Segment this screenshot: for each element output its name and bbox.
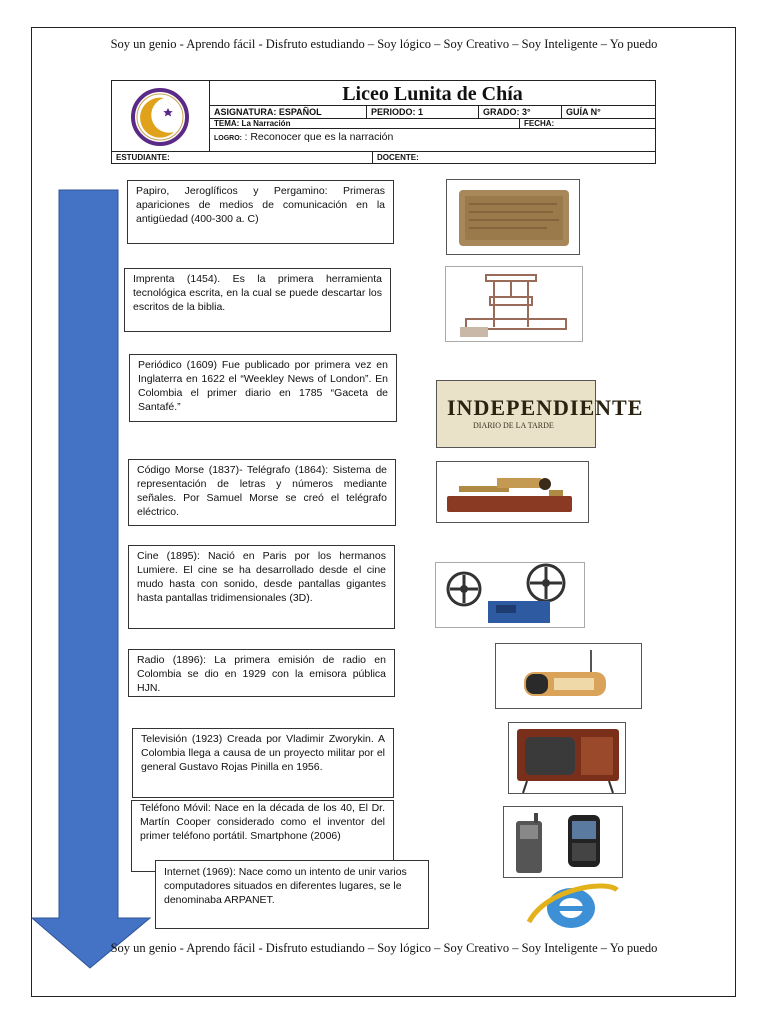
school-name: Liceo Lunita de Chía [342,83,523,105]
motto-bottom: Soy un genio - Aprendo fácil - Disfruto estudiando – Soy lógico – Soy Creativo – Soy Inteligente – Yo puedo [110,941,658,955]
goal-text: : Reconocer que es la narración [244,131,394,143]
guide-label: GUÍA N° [566,107,601,117]
newspaper-masthead: INDEPENDIENTE [447,395,644,420]
newspaper-subtitle: DIARIO DE LA TARDE [473,421,554,430]
subject-label: ASIGNATURA: ESPAÑOL [210,106,367,118]
period-label: PERIODO: 1 [367,106,479,118]
header-row-people [112,151,655,163]
topic-label: TEMA: La Narración [210,119,520,128]
event-internet: Internet (1969): Nace como un intento de unir varios computadores situados en diferentes lugares, se le denominaba ARPANET. [155,860,429,929]
motto-top: Soy un genio - Aprendo fácil - Disfruto estudiando – Soy lógico – Soy Creativo – Soy Inteligente – Yo puedo [110,37,658,51]
goal-cell [210,129,655,151]
telegraph-image [436,461,589,523]
radio-image [495,643,642,709]
event-television: Televisión (1923) Creada por Vladimir Zworykin. A Colombia llega a causa de un proyecto militar por el general Gustavo Rojas Pinilla en 1956. [132,728,394,798]
event-printing-press: Imprenta (1454). Es la primera herramienta tecnológica escrita, en la cual se puede descartar los escritos de la biblia. [124,268,391,332]
internet-explorer-logo-icon [517,878,624,936]
goal-label: LOGRO: [214,135,242,142]
school-logo [112,81,210,151]
student-label: ESTUDIANTE: [112,152,373,163]
projector-image [435,562,585,628]
newspaper-image [436,380,644,448]
event-telegraph: Código Morse (1837)- Telégrafo (1864): Sistema de representación de letras y números mediante señales. Por Samuel Morse se creó el telégrafo eléctrico. [128,459,396,526]
event-cinema: Cine (1895): Nació en Paris por los hermanos Lumiere. El cine se ha desarrollado desde el cine mudo hasta con sonido, desde pantallas gigantes hasta pantallas tridimensionales (3D). [128,545,395,629]
header-table [111,80,656,164]
date-label: FECHA: [524,119,555,128]
header-row-topic [210,118,655,128]
teacher-label: DOCENTE: [377,153,419,162]
television-image [508,722,626,794]
header-row-goal [210,128,655,151]
header-row-subject [210,105,655,118]
event-radio: Radio (1896): La primera emisión de radio en Colombia se dio en 1929 con la emisora pública HJN. [128,649,395,697]
printing-press-image [445,266,583,342]
grade-label: GRADO: 3° [479,106,562,118]
papyrus-image [446,179,580,255]
event-mobile-phone: Teléfono Móvil: Nace en la década de los 40, El Dr. Martín Cooper considerado como el inventor del primer teléfono portátil. Smartphone (2006) [131,800,394,872]
event-newspaper: Periódico (1609) Fue publicado por primera vez en Inglaterra en 1622 el “Weekley News of London”. En Colombia el primer diario en 1785 “Gaceta de Santafé.” [129,354,397,422]
event-papyrus: Papiro, Jeroglíficos y Pergamino: Primeras apariciones de medios de comunicación en la antigüedad (400-300 a. C) [127,180,394,244]
mobile-phones-image [503,806,623,878]
moon-logo-icon [124,86,196,148]
